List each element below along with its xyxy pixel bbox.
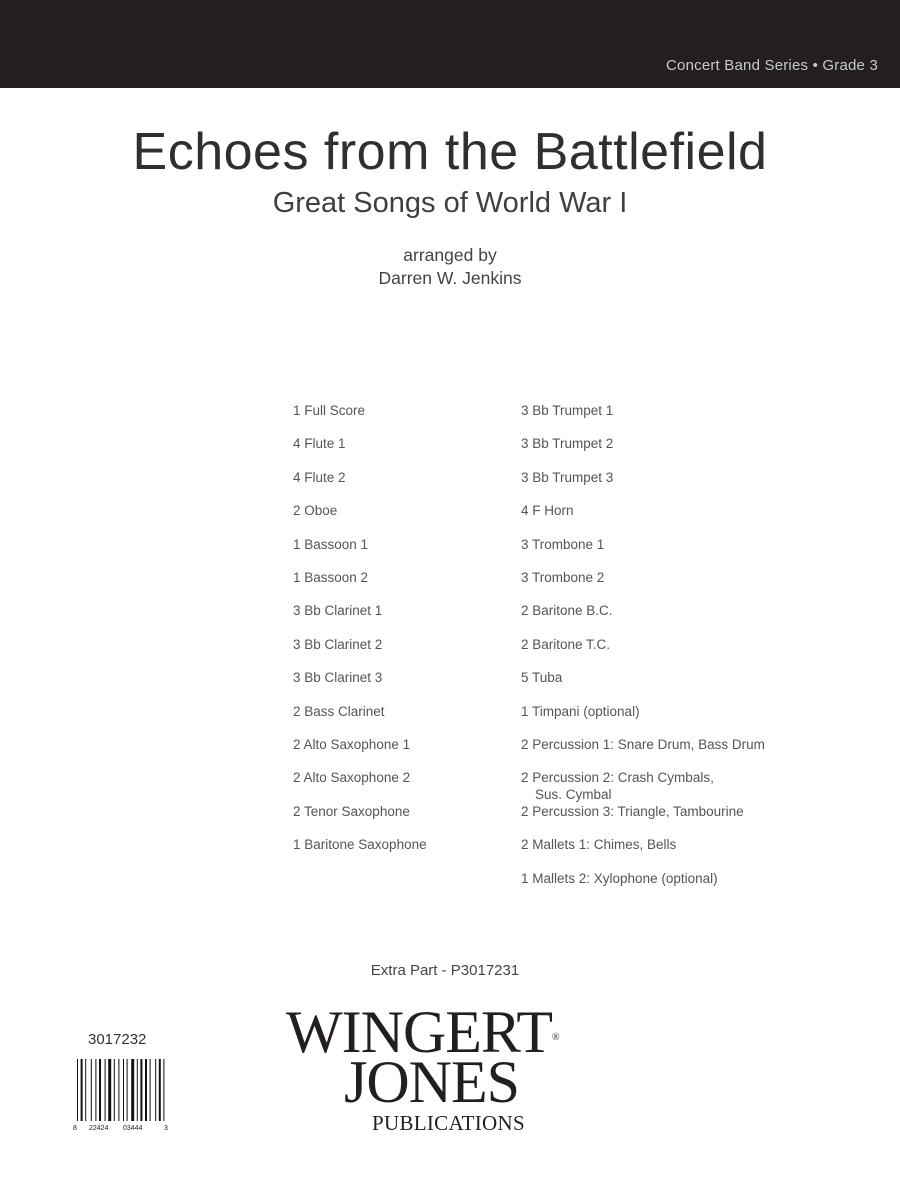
instrument-part: 4 Flute 2: [293, 469, 346, 485]
logo-wingert-text: WINGERT: [286, 999, 552, 1065]
instrument-part: 2 Bass Clarinet: [293, 703, 385, 719]
instrument-part: [521, 703, 640, 720]
arranger-name: Darren W. Jenkins: [378, 268, 522, 288]
instrument-part: [521, 636, 610, 653]
instrument-part-line: 2 Percussion 1: Snare Drum, Bass Drum: [521, 737, 765, 752]
barcode-bar: [137, 1059, 138, 1121]
instrument-part: 3 Bb Clarinet 1: [293, 603, 383, 619]
extra-part-note: Extra Part - P3017231: [370, 962, 520, 979]
instrument-part-continuation: Sus. Cymbal: [535, 787, 612, 803]
barcode-bar: [155, 1059, 156, 1121]
instrument-part: [521, 669, 562, 686]
barcode-bar: [108, 1059, 111, 1121]
instrument-part-line: 2 Mallets 1: Chimes, Bells: [521, 837, 677, 853]
instrument-part: [521, 402, 613, 419]
barcode-bar: [77, 1059, 78, 1121]
instrument-part: [521, 836, 676, 853]
instrument-part: 1 Full Score: [293, 403, 366, 418]
instrument-part-line: 3 Bb Trumpet 1: [521, 403, 614, 418]
instrument-part-line: 3 Trombone 1: [521, 536, 605, 552]
instrument-part: [521, 502, 574, 519]
arranged-by-label: arranged by: [403, 245, 497, 265]
instrument-part: 2 Alto Saxophone 2: [293, 770, 411, 786]
catalog-number: 3017232: [88, 1031, 147, 1048]
series-grade-label: Concert Band Series • Grade 3: [666, 57, 878, 74]
top-band: [0, 0, 900, 88]
barcode-bar: [95, 1059, 96, 1121]
barcode-digits-group2: 03444: [123, 1125, 143, 1132]
barcode-bar: [118, 1059, 119, 1121]
piece-title: Echoes from the Battlefield: [132, 123, 768, 181]
instrument-part: 2 Oboe: [293, 503, 338, 519]
logo-publications: PUBLICATIONS: [372, 1111, 525, 1135]
barcode-bar: [127, 1059, 128, 1121]
instrument-part: [521, 803, 744, 820]
instrument-part: 1 Baritone Saxophone: [293, 837, 427, 853]
instrument-part: [521, 769, 714, 803]
instrument-part: [521, 602, 613, 619]
logo-jones: JONES: [344, 1049, 520, 1115]
instrument-part: 3 Bb Clarinet 3: [293, 670, 383, 686]
barcode-digits-group1: 22424: [89, 1125, 109, 1132]
instrument-part: 3 Bb Clarinet 2: [293, 636, 383, 652]
barcode-bar: [145, 1059, 147, 1121]
instrument-part: 1 Bassoon 1: [293, 536, 369, 552]
instrument-part: [521, 569, 604, 586]
instrument-part-line: 3 Bb Trumpet 2: [521, 436, 614, 452]
barcode-bar: [99, 1059, 101, 1121]
instrument-part-line: 5 Tuba: [521, 670, 563, 686]
barcode-bar: [81, 1059, 83, 1121]
instrument-part-line: 4 F Horn: [521, 503, 574, 519]
instrument-part-line: 2 Percussion 3: Triangle, Tambourine: [521, 803, 744, 819]
instrument-part: [521, 736, 765, 753]
barcode-digit-left: 8: [73, 1125, 77, 1132]
barcode-bar: [105, 1059, 106, 1121]
instrument-part: 2 Tenor Saxophone: [293, 803, 410, 819]
instrument-part-line: 1 Timpani (optional): [521, 703, 640, 719]
barcode-bar: [131, 1059, 134, 1121]
trademark-symbol: ®: [552, 1032, 559, 1043]
barcode-bar: [91, 1059, 92, 1121]
instrument-part: 2 Alto Saxophone 1: [293, 737, 411, 752]
barcode-bar: [85, 1059, 86, 1121]
instrument-part: 1 Bassoon 2: [293, 570, 369, 585]
barcode-bar: [114, 1059, 115, 1121]
barcode-bars: [71, 1057, 171, 1132]
instrument-part: [521, 469, 613, 486]
barcode-bar: [140, 1059, 142, 1121]
barcode-digit-right: 3: [164, 1125, 168, 1132]
instrument-part-line: 1 Mallets 2: Xylophone (optional): [521, 870, 718, 886]
barcode-bar: [159, 1059, 161, 1121]
instrument-part: [521, 870, 718, 887]
instrument-part-line: 2 Baritone B.C.: [521, 603, 613, 619]
instrument-part: [521, 435, 613, 452]
piece-subtitle: Great Songs of World War I: [272, 187, 628, 219]
instrument-part-line: 3 Bb Trumpet 3: [521, 469, 614, 485]
instrument-part-line: 2 Percussion 2: Crash Cymbals,: [521, 770, 714, 786]
barcode-bar: [123, 1059, 124, 1121]
barcode: [71, 1057, 171, 1132]
instrument-part: 4 Flute 1: [293, 436, 346, 452]
barcode-bar: [150, 1059, 151, 1121]
publisher-logo: [286, 999, 616, 1142]
instrument-part-line: 3 Trombone 2: [521, 570, 605, 585]
instrument-part-line: 2 Baritone T.C.: [521, 636, 611, 652]
barcode-bar: [163, 1059, 164, 1121]
instrument-part: [521, 536, 604, 553]
